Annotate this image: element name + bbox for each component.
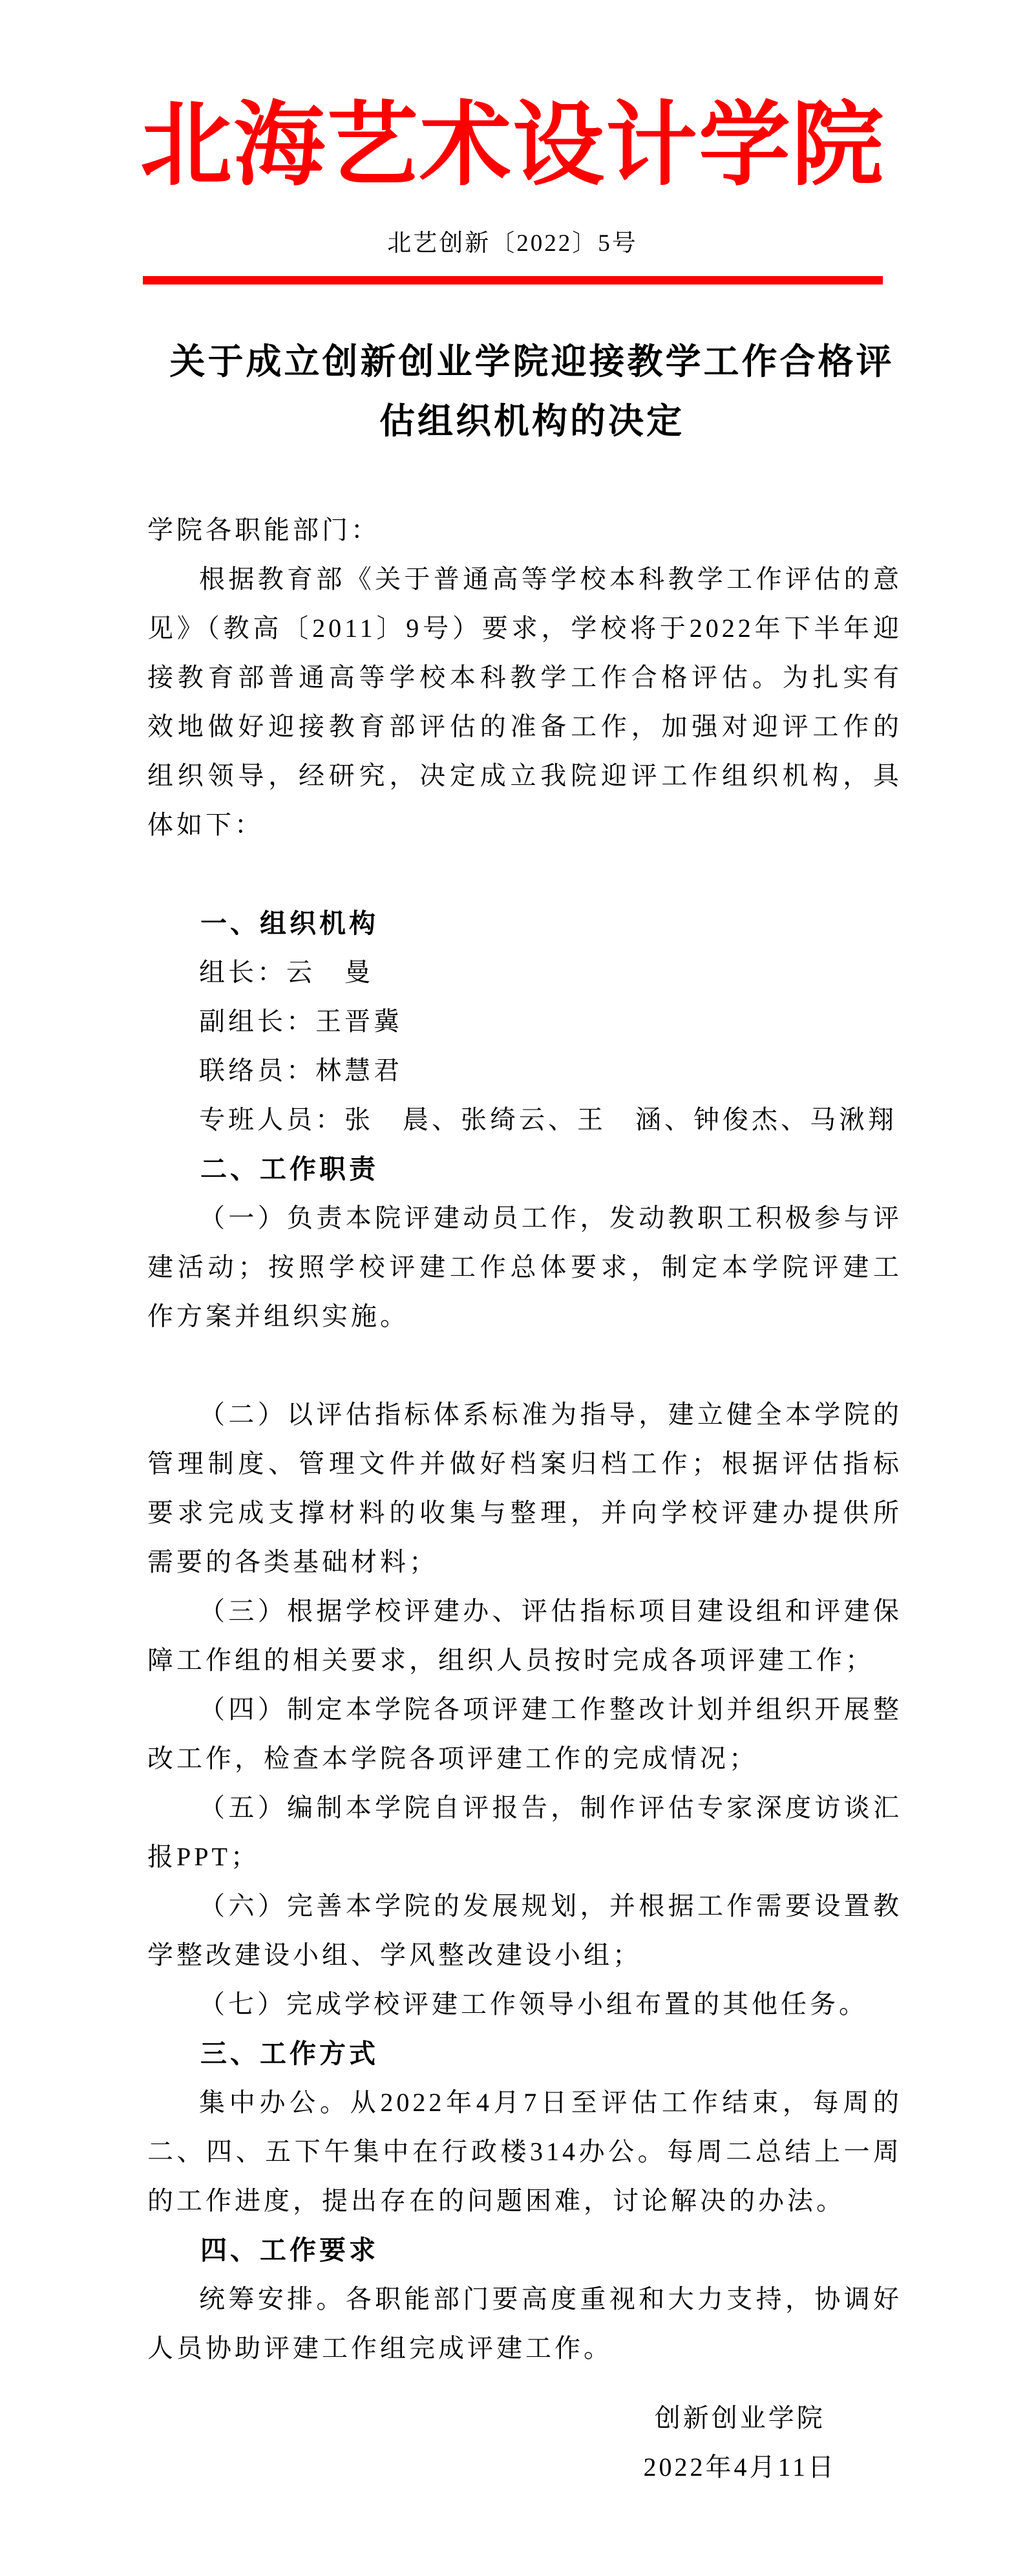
signature-area xyxy=(0,2394,1025,2492)
duty-item-3: （三）根据学校评建办、评估指标项目建设组和评建保障工作组的相关要求，组织人员按时完成各项评建工作； xyxy=(147,1596,902,1675)
duty-item-5: （五）编制本学院自评报告，制作评估专家深度访谈汇报PPT； xyxy=(147,1793,902,1872)
member-line-leader: 组长：云 曼 xyxy=(199,958,374,987)
duty-item-7: （七）完成学校评建工作领导小组布置的其他任务。 xyxy=(199,1990,868,2019)
member-line-liaison: 联络员：林慧君 xyxy=(199,1056,403,1086)
signature-date: 2022年4月11日 xyxy=(643,2453,836,2482)
duty-item-2: （二）以评估指标体系标准为指导，建立健全本学院的管理制度、管理文件并做好档案归档工作；根据评估指标要求完成支撑材料的收集与整理，并向学校评建办提供所需要的各类基础材料； xyxy=(147,1400,902,1577)
duty-item-4: （四）制定本学院各项评建工作整改计划并组织开展整改工作，检查本学院各项评建工作的完成情况； xyxy=(147,1695,902,1774)
section-heading-3-work-method: 三、工作方式 xyxy=(200,2039,379,2069)
signature-block xyxy=(643,2394,836,2492)
duty-item-1: （一）负责本院评建动员工作，发动教职工积极参与评建活动；按照学校评建工作总体要求，制定本学院评建工作方案并组织实施。 xyxy=(147,1203,902,1331)
document-body xyxy=(147,506,902,2373)
work-requirement-paragraph: 统筹安排。各职能部门要高度重视和大力支持，协调好人员协助评建工作组完成评建工作。 xyxy=(147,2284,902,2363)
salutation: 学院各职能部门： xyxy=(147,515,380,545)
letterhead-org-name: 北海艺术设计学院 xyxy=(140,94,885,197)
section-heading-1-organization: 一、组织机构 xyxy=(200,908,379,939)
work-method-paragraph: 集中办公。从2022年4月7日至评估工作结束，每周的二、四、五下午集中在行政楼314办公。每周二总结上一周的工作进度，提出存在的问题困难，讨论解决的办法。 xyxy=(147,2088,902,2216)
section-heading-4-work-requirement: 四、工作要求 xyxy=(200,2235,379,2266)
duty-item-6: （六）完善本学院的发展规划，并根据工作需要设置教学整改建设小组、学风整改建设小组； xyxy=(147,1891,902,1970)
member-line-task-team: 专班人员：张 晨、张绮云、王 涵、钟俊杰、马湫翔 xyxy=(199,1105,897,1135)
letterhead-divider-rule xyxy=(143,276,883,284)
document-title xyxy=(149,332,915,451)
signature-org-name: 创新创业学院 xyxy=(654,2403,825,2433)
intro-paragraph: 根据教育部《关于普通高等学校本科教学工作评估的意见》（教高〔2011〕9号）要求，学校将于2022年下半年迎接教育部普通高等学校本科教学工作合格评估。为扎实有效地做好迎接教育部评估的准备工作，加强对迎评工作的组织领导，经研究，决定成立我院迎评工作组织机构，具体如下： xyxy=(147,564,902,840)
document-title-line-2: 估组织机构的决定 xyxy=(379,402,684,442)
letterhead xyxy=(0,0,1025,284)
document-title-line-1: 关于成立创新创业学院迎接教学工作合格评 xyxy=(169,342,894,382)
section-heading-2-duties: 二、工作职责 xyxy=(200,1154,379,1185)
doc-number: 北艺创新〔2022〕5号 xyxy=(387,230,638,257)
member-line-deputy-leader: 副组长：王晋冀 xyxy=(199,1007,403,1036)
